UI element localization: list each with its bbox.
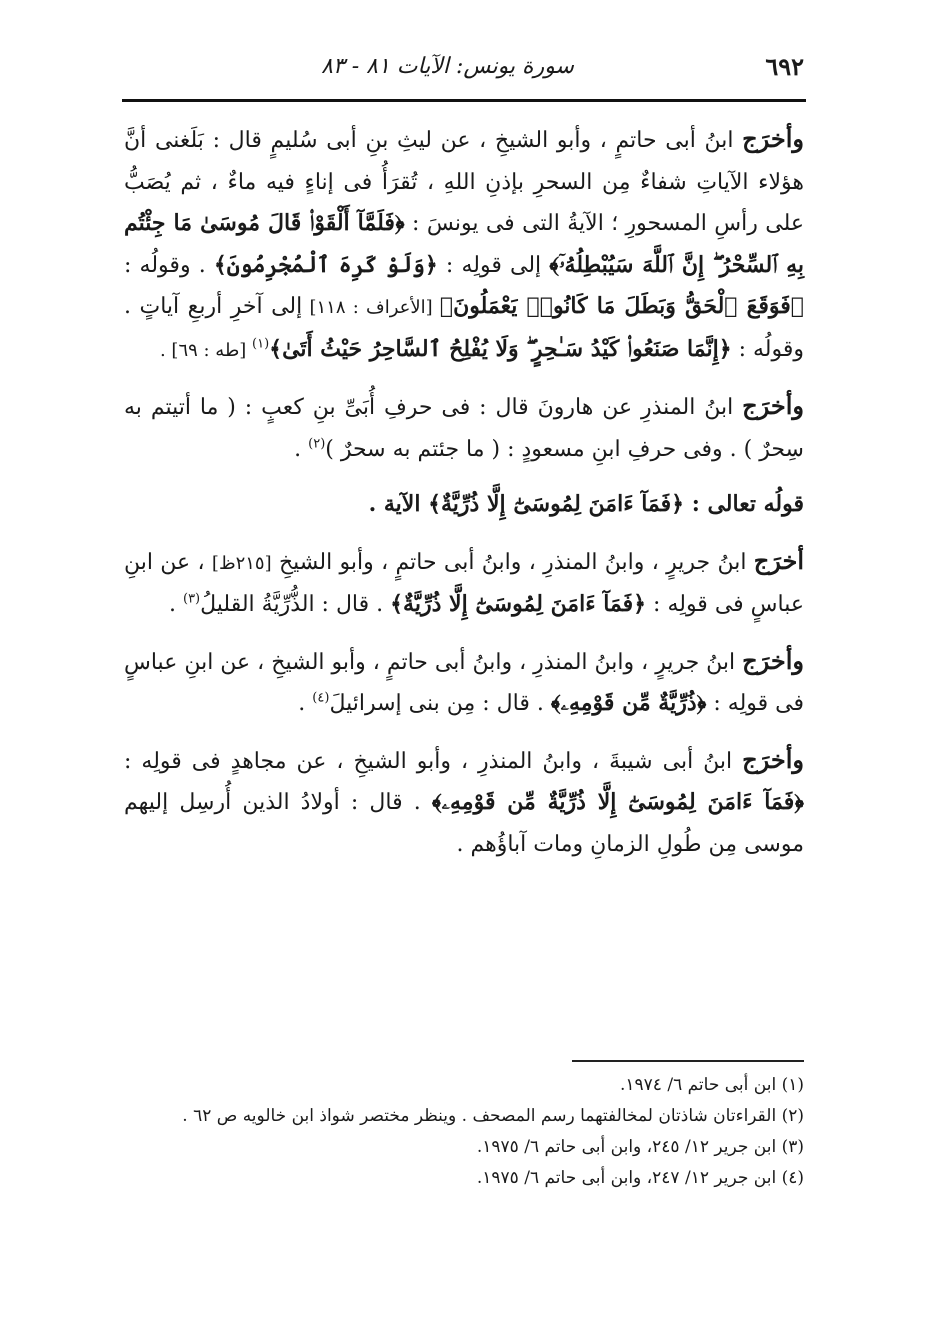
footnote-3: (٣) ابن جرير ١٢/ ٢٤٥، وابن أبى حاتم ٦/ ١٩٧٥. <box>476 1137 804 1157</box>
paragraph-text: ابنُ جريرٍ ، وابنُ المنذرِ ، وابنُ أبى حاتمٍ ، وأبو الشيخِ <box>271 549 754 575</box>
footnotes <box>124 1070 804 1194</box>
quran-quote: ﴿وَلَوْ كَرِهَ ٱلْمُجْرِمُونَ﴾ <box>213 251 438 278</box>
page-header <box>122 52 804 92</box>
footnote-4: (٤) ابن جرير ١٢/ ٢٤٧، وابن أبى حاتم ٦/ ١٩٧٥. <box>476 1168 804 1188</box>
footnote-marker: (٣) <box>182 591 201 607</box>
footnote-marker: (٢) <box>308 436 326 452</box>
paragraph-text: . <box>294 436 309 462</box>
paragraph-text: . قال : أولادُ الذين أُرسِل إليهم موسى مِن طُولِ الزمانِ ومات آباؤُهم . <box>124 790 804 857</box>
paragraph-text: ابنُ جريرٍ ، وابنُ المنذرِ ، وابنُ أبى حاتمٍ ، وأبو الشيخِ ، عن ابنِ عباسٍ فى قولِه : <box>124 649 804 716</box>
paragraph-4 <box>124 640 804 725</box>
verse-reference: [الأعراف : ١١٨] <box>302 297 440 318</box>
paragraph-text: إلى آخرِ أربعِ آياتٍ . وقولُه : <box>124 294 804 362</box>
footnote-1: (١) ابن أبى حاتم ٦/ ١٩٧٤. <box>619 1075 804 1095</box>
main-text <box>124 118 804 885</box>
quran-quote: ﴿إِنَّمَا صَنَعُوا۟ كَيْدُ سَـٰحِرٍ ۖ وَلَا يُفْلِحُ ٱلسَّاحِرُ حَيْثُ أَتَىٰ﴾ <box>269 335 732 362</box>
paragraph-lead: وأخرَج <box>742 744 804 774</box>
paragraph-text: إلى قولِه : <box>437 252 550 278</box>
paragraph-lead: وأخرَج <box>742 124 804 153</box>
page-number: ٦٩٢ <box>765 52 804 81</box>
paragraph-1 <box>124 118 804 371</box>
quran-quote: ﴿فَمَآ ءَامَنَ لِمُوسَىٰٓ إِلَّا ذُرِّيَّةٌ مِّن قَوْمِهِۦ﴾ <box>431 789 804 815</box>
paragraph-text: . <box>168 592 183 617</box>
manuscript-reference: [٢١٥ظ] <box>211 552 272 574</box>
footnote-rule <box>572 1060 804 1062</box>
paragraph-text: ابنُ أبى حاتمٍ ، وأبو الشيخِ ، عن ليثِ بنِ أبى سُليمٍ قال : بَلَغنى أنَّ هؤلاء الآياتِ شفاءٌ مِن السحرِ بإذنِ اللهِ ، تُقرَأُ فى إناءٍ فيه ماءٌ ، ثم يُصَبُّ على رأسِ المسحورِ ؛ الآيةُ التى فى يونسَ : <box>124 128 804 236</box>
footnote-marker: (١) <box>252 336 270 352</box>
paragraph-3 <box>124 540 804 626</box>
paragraph-lead: أخرَج <box>753 545 805 575</box>
section-heading <box>124 484 804 526</box>
footnote-marker: (٤) <box>312 690 330 706</box>
paragraph-2 <box>124 385 804 470</box>
running-title: سورة يونس: الآيات ٨١ - ٨٣ <box>321 54 574 79</box>
quran-quote: ﴿ذُرِّيَّةٌ مِّن قَوْمِهِۦ﴾ <box>550 690 707 716</box>
quran-quote: ﴿فَمَآ ءَامَنَ لِمُوسَىٰٓ إِلَّا ذُرِّيَّةٌ﴾ <box>428 491 685 517</box>
verse-reference: [طه : ٦٩] . <box>159 339 253 361</box>
quran-quote: ﴿فَلَمَّآ أَلْقَوْا۟ قَالَ مُوسَىٰ مَا جِئْتُم بِهِ ٱلسِّحْرُ ۖ إِنَّ ٱللَّهَ سَيُبْطِلُهُۥٓ﴾ <box>124 210 805 278</box>
paragraph-text: ، عن ابنِ عباسٍ فى قولِه : <box>124 549 804 617</box>
paragraph-text: ابنُ أبى شيبةَ ، وابنُ المنذرِ ، وأبو الشيخِ ، عن مجاهدٍ فى قولِه : <box>124 748 743 774</box>
quran-quote: ﴿فَمَآ ءَامَنَ لِمُوسَىٰٓ إِلَّا ذُرِّيَّةٌ﴾ <box>390 591 647 617</box>
paragraph-text: . وقولُه : <box>124 252 214 278</box>
paragraph-text: . قال : الذُّرِّيَّةُ القليلُ <box>200 592 391 617</box>
paragraph-lead: وأخرَج <box>742 391 804 420</box>
paragraph-text: . <box>298 691 313 716</box>
quran-quote: ﴿فَوَقَعَ ٱلْحَقُّ وَبَطَلَ مَا كَانُوا۟ يَعْمَلُونَ﴾ <box>439 293 804 319</box>
paragraph-text: ابنُ المنذرِ عن هارونَ قال : فى حرفِ أُبَىِّ بنِ كعبٍ : ( ما أتيتم به سِحرٌ ) . وفى حرفِ ابنِ مسعودٍ : ( ما جئتم به سحرٌ ) <box>124 395 804 462</box>
heading-end: الآية . <box>368 491 429 517</box>
header-rule <box>122 99 806 102</box>
paragraph-5 <box>124 739 804 866</box>
footnote-2: (٢) القراءتان شاذتان لمخالفتهما رسم المصحف . وينظر مختصر شواذ ابن خالويه ص ٦٢ . <box>182 1106 804 1126</box>
paragraph-lead: وأخرَج <box>742 645 804 675</box>
paragraph-text: . قال : مِن بنى إسرائيلَ <box>329 691 551 716</box>
heading-lead: قولُه تعالى : <box>684 491 804 517</box>
